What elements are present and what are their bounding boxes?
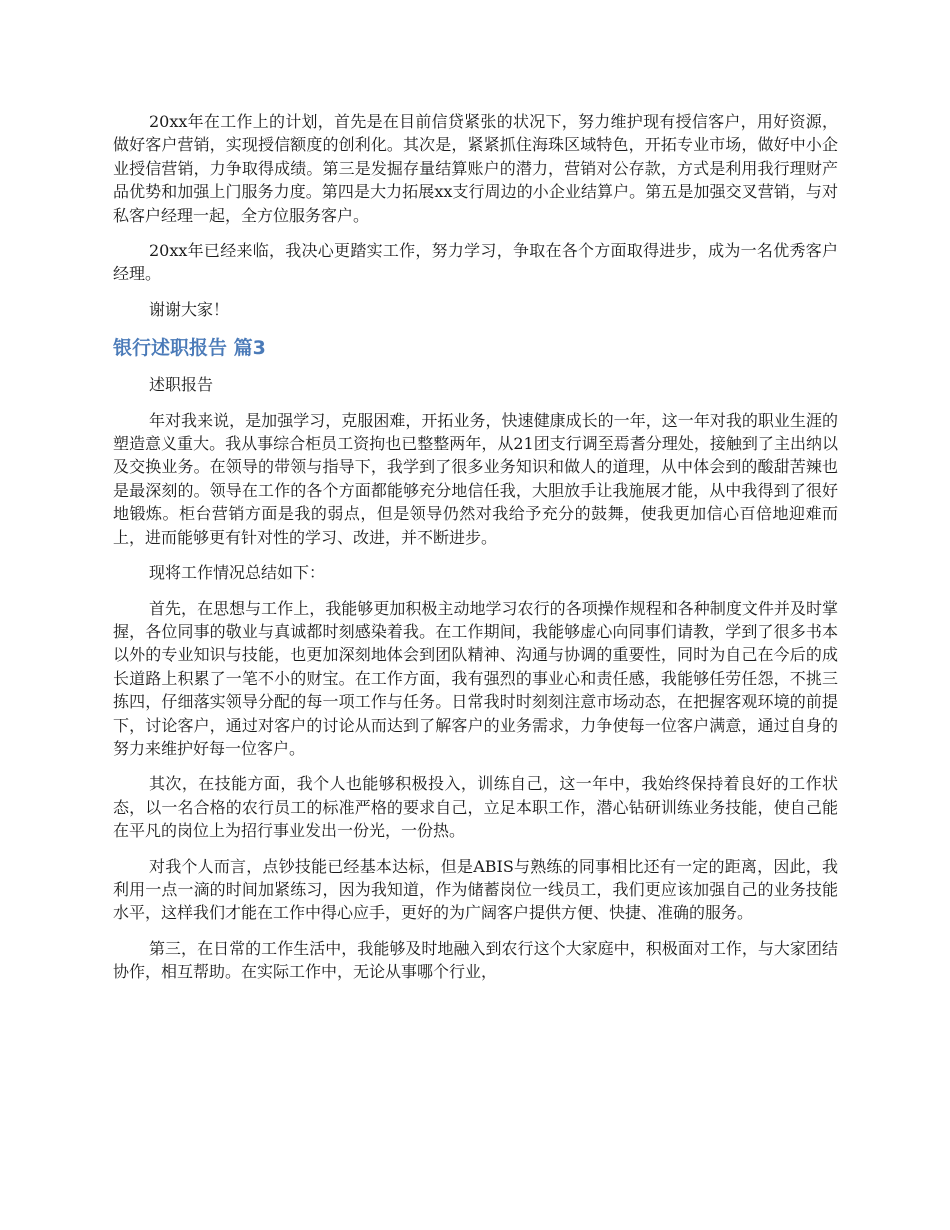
section-heading: 银行述职报告 篇3: [113, 337, 266, 360]
paragraph-work-plan: 20xx年在工作上的计划，首先是在目前信贷紧张的状况下，努力维护现有授信客户，用好资源，做好客户营销，实现授信额度的创利化。其次是，紧紧抓住海珠区域特色，开拓专业市场，做好中小企业授信营销，力争取得成绩。第三是发掘存量结算账户的潜力，营销对公存款，方式是利用我行理财产品优势和加强上门服务力度。第四是大力拓展xx支行周边的小企业结算户。第五是加强交叉营销，与对私客户经理一起，全方位服务客户。: [113, 112, 838, 225]
document-page: [113, 110, 838, 984]
paragraph-first-point: 首先，在思想与工作上，我能够更加积极主动地学习农行的各项操作规程和各种制度文件并及时掌握，各位同事的敬业与真诚都时刻感染着我。在工作期间，我能够虚心向同事们请教，学到了很多书本以外的专业知识与技能，也更加深刻地体会到团队精神、沟通与协调的重要性，同时为自己在今后的成长道路上积累了一笔不小的财宝。在工作方面，我有强烈的事业心和责任感，我能够任劳任怨，不挑三拣四，仔细落实领导分配的每一项工作与任务。日常我时时刻刻注意市场动态，在把握客观环境的前提下，讨论客户，通过对客户的讨论从而达到了解客户的业务需求，力争使每一位客户满意，通过自身的努力来维护好每一位客户。: [113, 598, 838, 758]
paragraph-summary-intro: 现将工作情况总结如下：: [149, 563, 326, 583]
paragraph-third-point: 第三，在日常的工作生活中，我能够及时地融入到农行这个大家庭中，积极面对工作，与大家团结协作，相互帮助。在实际工作中，无论从事哪个行业，: [113, 938, 838, 982]
paragraph-year-overview: 年对我来说，是加强学习，克服困难，开拓业务，快速健康成长的一年，这一年对我的职业生涯的塑造意义重大。我从事综合柜员工资拘也已整整两年，从21团支行调至焉耆分理处，接触到了主出纳以及交换业务。在领导的带领与指导下，我学到了很多业务知识和做人的道理，从中体会到的酸甜苦辣也是最深刻的。领导在工作的各个方面都能够充分地信任我，大胆放手让我施展才能，从中我得到了很好地锻炼。柜台营销方面是我的弱点，但是领导仍然对我给予充分的鼓舞，使我更加信心百倍地迎难而上，进而能够更有针对性的学习、改进，并不断进步。: [113, 410, 838, 547]
paragraph-resolution: 20xx年已经来临，我决心更踏实工作，努力学习，争取在各个方面取得进步，成为一名优秀客户经理。: [113, 241, 838, 284]
paragraph-report-title: 述职报告: [149, 375, 214, 395]
paragraph-second-point: 其次，在技能方面，我个人也能够积极投入，训练自己，这一年中，我始终保持着良好的工作状态，以一名合格的农行员工的标准严格的要求自己，立足本职工作，潜心钻研训练业务技能，使自己能在平凡的岗位上为招行事业发出一份光，一份热。: [113, 774, 838, 841]
paragraph-skills: 对我个人而言，点钞技能已经基本达标，但是ABIS与熟练的同事相比还有一定的距离，因此，我利用一点一滴的时间加紧练习，因为我知道，作为储蓄岗位一线员工，我们更应该加强自己的业务技能水平，这样我们才能在工作中得心应手，更好的为广阔客户提供方便、快捷、准确的服务。: [113, 856, 838, 923]
paragraph-thanks: 谢谢大家！: [149, 299, 230, 319]
